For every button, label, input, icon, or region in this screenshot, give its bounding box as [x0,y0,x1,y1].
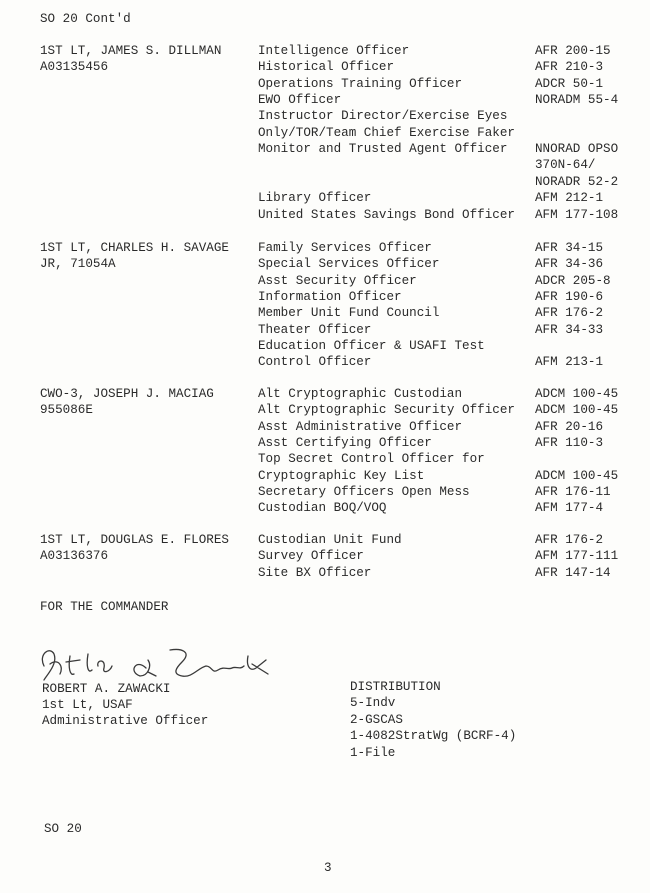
officer-name-line: 1ST LT, DOUGLAS E. FLORES [40,533,229,547]
duty-line: Secretary Officers Open Mess [258,485,470,500]
regulation-ref: AFM 177-111 [535,549,619,564]
duty-line: Control Officer [258,355,372,370]
officer-name-line: 1ST LT, JAMES S. DILLMAN [40,44,222,58]
regulation-ref: AFR 34-15 [535,241,604,255]
regulation-ref: AFR 147-14 [535,565,611,580]
regulation-ref: AFM 177-4 [535,501,604,516]
officer-name-line: CWO-3, JOSEPH J. MACIAG [40,387,214,401]
duty-line: Only/TOR/Team Chief Exercise Faker [258,125,515,140]
regulation-ref: AFR 200-15 [535,44,611,58]
regulation-ref: AFR 20-16 [535,419,604,434]
duty-line: Theater Officer [258,322,372,337]
regulation-ref: AFM 177-108 [535,207,619,222]
distribution-item: 1-File [350,745,396,760]
duty-line: Asst Security Officer [258,273,417,288]
duty-line: Alt Cryptographic Custodian [258,387,463,401]
duty-line: Information Officer [258,290,402,305]
distribution-heading: DISTRIBUTION [350,680,441,694]
duty-line: Alt Cryptographic Security Officer [258,403,515,418]
distribution-item: 5-Indv [350,696,396,710]
regulation-ref: AFR 210-3 [535,60,604,75]
officer-name-line: JR, 71054A [40,257,116,272]
officer-name-line: 955086E [40,403,93,418]
regulation-ref: AFR 110-3 [535,436,604,451]
duty-line: Cryptographic Key List [258,468,425,483]
duty-line: EWO Officer [258,93,342,108]
duty-line: Library Officer [258,191,372,206]
duty-line: Asst Administrative Officer [258,419,463,434]
duty-line: Education Officer & USAFI Test [258,339,485,354]
duty-line: Custodian BOQ/VOQ [258,501,387,516]
regulation-ref: ADCM 100-45 [535,387,619,401]
duty-line: Top Secret Control Officer for [258,452,485,467]
duty-line: Operations Training Officer [258,76,463,91]
regulation-ref: AFR 176-2 [535,533,604,547]
duty-line: Historical Officer [258,60,395,75]
closing-line: FOR THE COMMANDER [40,600,169,614]
duty-line: Instructor Director/Exercise Eyes [258,109,508,124]
regulation-ref: NORADM 55-4 [535,93,619,108]
duty-line: Special Services Officer [258,257,440,272]
signature-rank: 1st Lt, USAF [42,698,133,712]
handwritten-signature [36,636,276,686]
duty-line: Site BX Officer [258,565,372,580]
regulation-ref: ADCR 205-8 [535,273,611,288]
page-number: 3 [324,861,332,875]
officer-name-line: 1ST LT, CHARLES H. SAVAGE [40,241,229,255]
document-header: SO 20 Cont'd [40,12,131,26]
footer-code: SO 20 [44,822,82,836]
distribution-item: 2-GSCAS [350,712,403,727]
duty-line: Asst Certifying Officer [258,436,432,451]
regulation-ref: NNORAD OPSO [535,142,619,157]
regulation-ref: AFM 212-1 [535,191,604,206]
regulation-ref: AFR 190-6 [535,290,604,305]
officer-name-line: A03136376 [40,549,109,564]
duty-line: Survey Officer [258,549,364,564]
officer-name-line: A03135456 [40,60,109,75]
duty-line: United States Savings Bond Officer [258,207,515,222]
regulation-ref: ADCM 100-45 [535,468,619,483]
regulation-ref: AFR 176-11 [535,485,611,500]
regulation-ref: NORADR 52-2 [535,174,619,189]
regulation-ref: AFR 176-2 [535,306,604,321]
signature-name: ROBERT A. ZAWACKI [42,682,171,696]
duty-line: Intelligence Officer [258,44,410,58]
regulation-ref: AFR 34-36 [535,257,604,272]
regulation-ref: AFR 34-33 [535,322,604,337]
duty-line: Member Unit Fund Council [258,306,440,321]
regulation-ref: 370N-64/ [535,158,596,173]
signature-title: Administrative Officer [42,714,209,728]
regulation-ref: ADCR 50-1 [535,76,604,91]
regulation-ref: ADCM 100-45 [535,403,619,418]
regulation-ref: AFM 213-1 [535,355,604,370]
duty-line: Custodian Unit Fund [258,533,402,547]
duty-line: Monitor and Trusted Agent Officer [258,142,508,157]
distribution-item: 1-4082StratWg (BCRF-4) [350,729,517,743]
duty-line: Family Services Officer [258,241,432,255]
